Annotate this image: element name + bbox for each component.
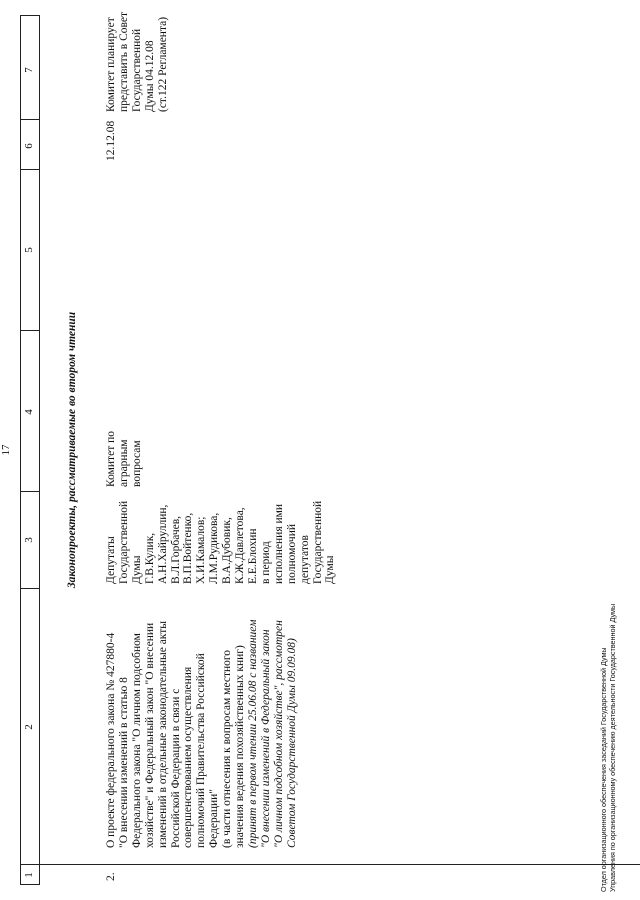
bill-description	[105, 620, 299, 848]
footer-line: Отдел организационного обеспечения заседаний Государственной Думы	[599, 647, 608, 892]
committee-line: вопросам	[130, 440, 143, 487]
author-line: Х.И.Камалов;	[195, 516, 208, 584]
column-number: 4	[23, 409, 35, 415]
note-line: Государственной	[130, 28, 143, 112]
section-title: Законопроекты, рассматриваемые во втором чтении	[66, 311, 78, 589]
column-number: 1	[23, 872, 35, 878]
author-line: Государственной	[117, 500, 130, 584]
author-line: К.Ж.Давлетова,	[234, 507, 247, 584]
author-line: В.А.Дубовик,	[221, 517, 234, 584]
author-line: Думы	[324, 555, 337, 584]
description-line: полномочий Правительства Российской	[195, 653, 208, 848]
col-border	[20, 864, 640, 865]
description-line: О проекте федерального закона № 427880-4	[105, 632, 117, 848]
author-line: депутатов	[298, 535, 311, 584]
col-border	[20, 491, 39, 492]
note-line: Комитет планирует	[105, 17, 117, 112]
description-line: хозяйстве" и Федеральный закон "О внесении	[143, 622, 156, 848]
note-line: Думы 04.12.08	[143, 40, 156, 112]
description-line: совершенствованием осуществления	[182, 666, 195, 848]
col-border	[20, 15, 39, 16]
author-line: исполнения ими	[272, 503, 285, 584]
description-line: изменений в отдельные законодательные акты	[156, 621, 169, 848]
author-line: Государственной	[311, 500, 324, 584]
description-note-line: Советом Государственной Думы 09.09.08)	[285, 638, 298, 848]
footer-line: Управления по организационному обеспечению деятельности Государственной Думы	[607, 603, 617, 892]
author-line: В.Л.Горбачев,	[169, 515, 182, 584]
col-border	[20, 119, 39, 120]
committee-line: аграрным	[117, 439, 130, 487]
description-line: Федерального закона "О личном подсобном	[130, 633, 143, 848]
author-line: Е.Е.Блохин	[246, 528, 259, 584]
author-line: Г.В.Кулик,	[143, 532, 156, 584]
bill-authors	[105, 501, 337, 584]
table-top-border	[20, 15, 21, 885]
column-number: 5	[23, 247, 35, 253]
author-line: полномочий	[285, 524, 298, 584]
agenda-table	[20, 11, 640, 885]
description-note-line: "О личном подсобном хозяйстве", рассмотрен	[272, 620, 285, 848]
submission-date: 12.12.08	[105, 120, 117, 161]
description-note-line: (принят в первом чтении 25.06.08 с названием	[246, 619, 259, 848]
description-line: (в части отнесения к вопросам местного	[221, 649, 234, 848]
author-line: В.П.Войтенко,	[182, 512, 195, 584]
description-line: значения ведения похозяйственных книг)	[234, 645, 247, 848]
column-number: 7	[23, 67, 35, 73]
row-number: 2.	[105, 872, 117, 881]
col-border	[20, 169, 39, 170]
column-number: 2	[23, 724, 35, 730]
description-line: Федерации"	[208, 788, 221, 848]
page-number: 17	[0, 444, 12, 456]
committee-line: Комитет по	[105, 431, 117, 487]
description-line: "О внесении изменений в статью 8	[117, 677, 130, 848]
description-note-line: "О внесении изменений в Федеральный закон	[259, 629, 272, 848]
committee-note	[105, 12, 170, 112]
column-number: 6	[23, 143, 35, 149]
author-line: Л.М.Рудикова,	[208, 512, 221, 584]
responsible-committee	[105, 431, 144, 487]
footer	[600, 604, 617, 892]
note-line: (ст.122 Регламента)	[156, 16, 169, 112]
header-separator	[39, 15, 40, 885]
author-line: Депутаты	[105, 536, 117, 584]
author-line: в период	[259, 541, 272, 584]
note-line: представить в Совет	[117, 11, 130, 112]
col-border	[20, 330, 39, 331]
author-line: А.Н.Хайруллин,	[156, 504, 169, 584]
col-border	[20, 588, 39, 589]
description-line: Российской Федерации в связи с	[169, 688, 182, 848]
column-number: 3	[23, 537, 35, 543]
author-line: Думы	[130, 555, 143, 584]
